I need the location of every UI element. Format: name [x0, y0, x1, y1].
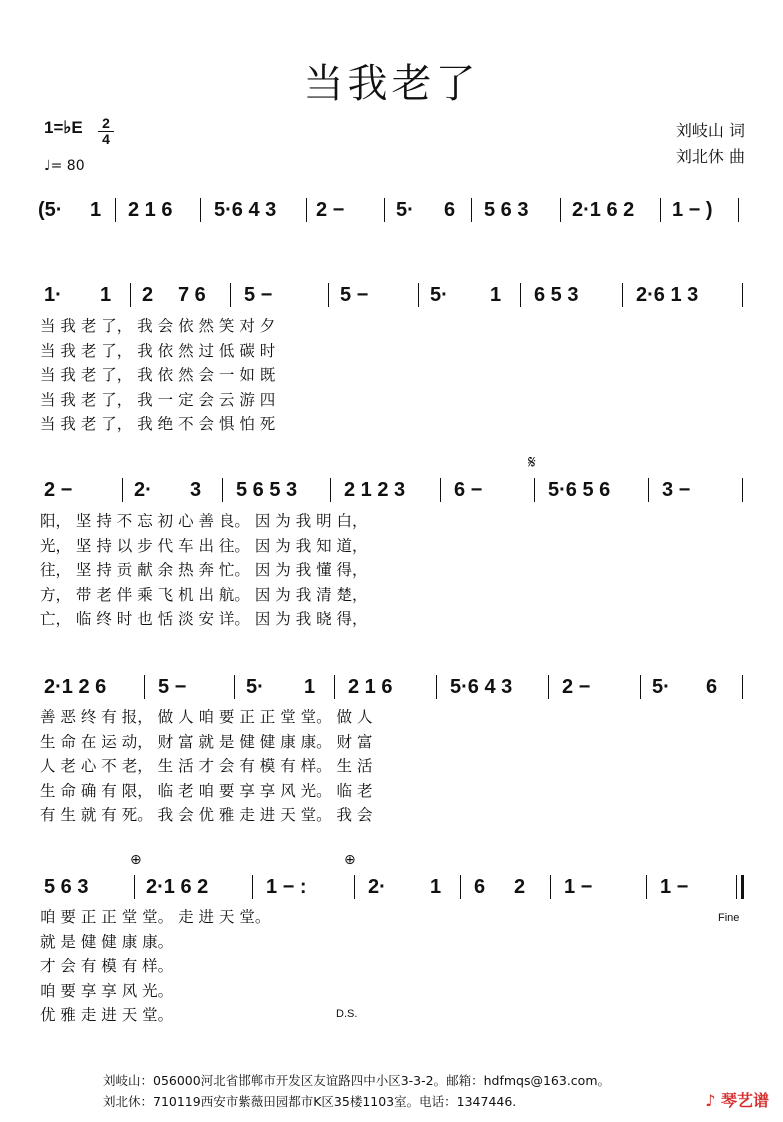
intro-staff: (5· 1 2 1 6 5·6 4 3 2 − 5· 6 5 6 3 2·1 6 2 1 − ) [0, 200, 783, 250]
coda-icon: ⊕ [130, 852, 142, 868]
footer-line-composer: 刘北休：710119西安市紫薇田园都市K区35楼1103室。电话：1347446. [103, 1094, 517, 1109]
key-signature: 1=♭E [44, 118, 83, 137]
lyrics-system-4: 咱 要 正 正 堂 堂。 走 进 天 堂。 就 是 健 健 康 康。 才 会 有 模 有 样。 咱 要 享 享 风 光。 优 雅 走 进 天 堂。 [40, 908, 271, 1024]
time-signature: 2 4 [98, 116, 114, 147]
music-logo-icon: ♪ [705, 1091, 716, 1110]
lyrics-system-2: 阳， 坚 持 不 忘 初 心 善 良。 因 为 我 明 白， 光， 坚 持 以 步 代 车 出 往。 因 为 我 知 道， 往， 坚 持 贡 献 余 热 奔 忙。 因 为 我 懂 得， 方， 带 老 伴 乘 飞 机 出 航。 因 为 我 清 楚， 亡， 临 终 时 也 恬 淡 安 详。 因 为 我 晓 得， [40, 512, 368, 628]
footer-line-lyricist: 刘岐山：056000河北省邯郸市开发区友谊路四中小区3-3-2。邮箱：hdfmqs@163.com。 [103, 1073, 611, 1088]
composer-credit: 刘北休 曲 [675, 147, 745, 166]
tempo-marking: ♩= 80 [44, 158, 85, 174]
watermark-logo: ♪ 琴艺谱 [705, 1091, 769, 1110]
staff-system-1: 1· 1 2 7 6 5 − 5 − 5· 1 6 5 3 2·6 1 3 [0, 285, 783, 335]
segno-icon: 𝄋 [528, 452, 536, 473]
lyrics-system-3: 善 恶 终 有 报， 做 人 咱 要 正 正 堂 堂。 做 人 生 命 在 运 动， 财 富 就 是 健 健 康 康。 财 富 人 老 心 不 老， 生 活 才 会 有 模 有 样。 生 活 生 命 确 有 限， 临 老 咱 要 享 享 风 光。 临 老 有 生 就 有 死。 我 会 优 雅 走 进 天 堂。 我 会 [40, 708, 373, 824]
page-title: 当我老了 [303, 61, 480, 107]
coda-icon-2: ⊕ [344, 852, 356, 868]
lyrics-system-1: 当 我 老 了， 我 会 依 然 笑 对 夕 当 我 老 了， 我 依 然 过 低 碳 时 当 我 老 了， 我 依 然 会 一 如 既 当 我 老 了， 我 一 定 会 云 游 四 当 我 老 了， 我 绝 不 会 惧 怕 死 [40, 317, 276, 433]
ds-marking: D.S. [336, 1008, 358, 1020]
staff-system-3: 2·1 2 6 5 − 5· 1 2 1 6 5·6 4 3 2 − 5· 6 [0, 677, 783, 727]
staff-system-2: 2 − 2· 3 5 6 5 3 2 1 2 3 6 − 5·6 5 6 3 − [0, 480, 783, 530]
fine-marking: Fine [718, 912, 740, 924]
staff-system-4: 5 6 3 2·1 6 2 1 − : 2· 1 6 2 1 − 1 − [0, 877, 783, 927]
lyricist-credit: 刘岐山 词 [675, 121, 745, 140]
